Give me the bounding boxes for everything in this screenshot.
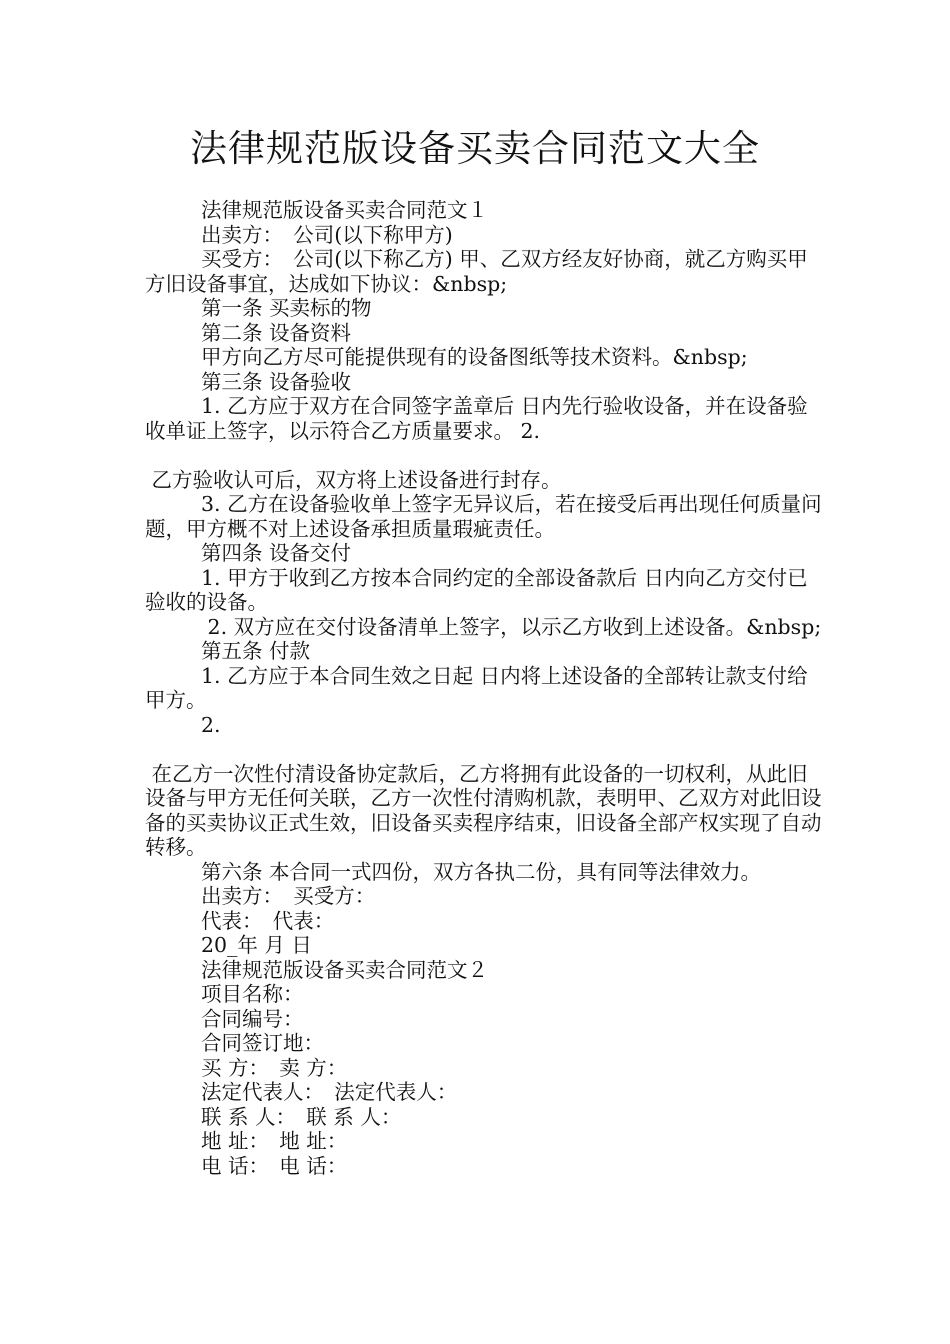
- paragraph: 代表： 代表：: [201, 908, 335, 933]
- paragraph: 3. 乙方在设备验收单上签字无异议后，若在接受后再出现任何质量问题，甲方概不对上述设备承担质量瑕疵责任。: [145, 492, 822, 541]
- paragraph: 1. 乙方应于本合同生效之日起 日内将上述设备的全部转让款支付给甲方。: [145, 663, 808, 712]
- paragraph: 1. 乙方应于双方在合同签字盖章后 日内先行验收设备，并在设备验收单证上签字，以示符合乙方质量要求。 2.: [145, 394, 808, 443]
- paragraph: 出卖方： 买受方：: [201, 884, 376, 908]
- document-body: [145, 198, 825, 1178]
- paragraph: 第三条 设备验收: [201, 369, 352, 394]
- paragraph: 地 址： 地 址：: [201, 1129, 348, 1153]
- paragraph: 20_年 月 日: [201, 933, 312, 957]
- document-title: 法律规范版设备买卖合同范文大全: [190, 127, 760, 170]
- paragraph: 法律规范版设备买卖合同范文１: [201, 198, 488, 222]
- paragraph: 第二条 设备资料: [201, 320, 352, 345]
- paragraph: 法律规范版设备买卖合同范文２: [201, 957, 488, 982]
- paragraph: 电 话： 电 话：: [201, 1153, 348, 1178]
- paragraph: 在乙方一次性付清设备协定款后，乙方将拥有此设备的一切权利，从此旧设备与甲方无任何关联，乙方一次性付清购机款，表明甲、乙双方对此旧设备的买卖协议正式生效，旧设备买卖程序结束，旧设备全部产权实现了自动转移。: [145, 761, 822, 859]
- paragraph: 联 系 人： 联 系 人：: [201, 1104, 402, 1129]
- paragraph: 买 方： 卖 方：: [201, 1055, 348, 1080]
- paragraph: 第一条 买卖标的物: [201, 296, 372, 320]
- paragraph: 甲方向乙方尽可能提供现有的设备图纸等技术资料。&nbsp;: [201, 345, 748, 369]
- paragraph: 第六条 本合同一式四份，双方各执二份，具有同等法律效力。: [201, 859, 762, 884]
- blank-line: [145, 443, 825, 468]
- paragraph: 项目名称：: [201, 982, 304, 1006]
- paragraph: 合同签订地：: [201, 1031, 324, 1055]
- paragraph: 2. 双方应在交付设备清单上签字，以示乙方收到上述设备。&nbsp;: [201, 614, 822, 639]
- paragraph: 出卖方： 公司(以下称甲方): [201, 222, 453, 247]
- paragraph: 法定代表人： 法定代表人：: [201, 1080, 458, 1104]
- paragraph: 第四条 设备交付: [201, 541, 352, 565]
- paragraph: 合同编号：: [201, 1006, 304, 1031]
- paragraph: 1. 甲方于收到乙方按本合同约定的全部设备款后 日内向乙方交付已验收的设备。: [145, 565, 808, 614]
- paragraph: 2.: [201, 712, 221, 737]
- paragraph: 买受方： 公司(以下称乙方) 甲、乙双方经友好协商，就乙方购买甲方旧设备事宜，达成如下协议：&nbsp;: [145, 247, 808, 296]
- paragraph: 第五条 付款: [201, 639, 311, 663]
- blank-line: [145, 737, 825, 762]
- paragraph: 乙方验收认可后，双方将上述设备进行封存。: [145, 467, 562, 492]
